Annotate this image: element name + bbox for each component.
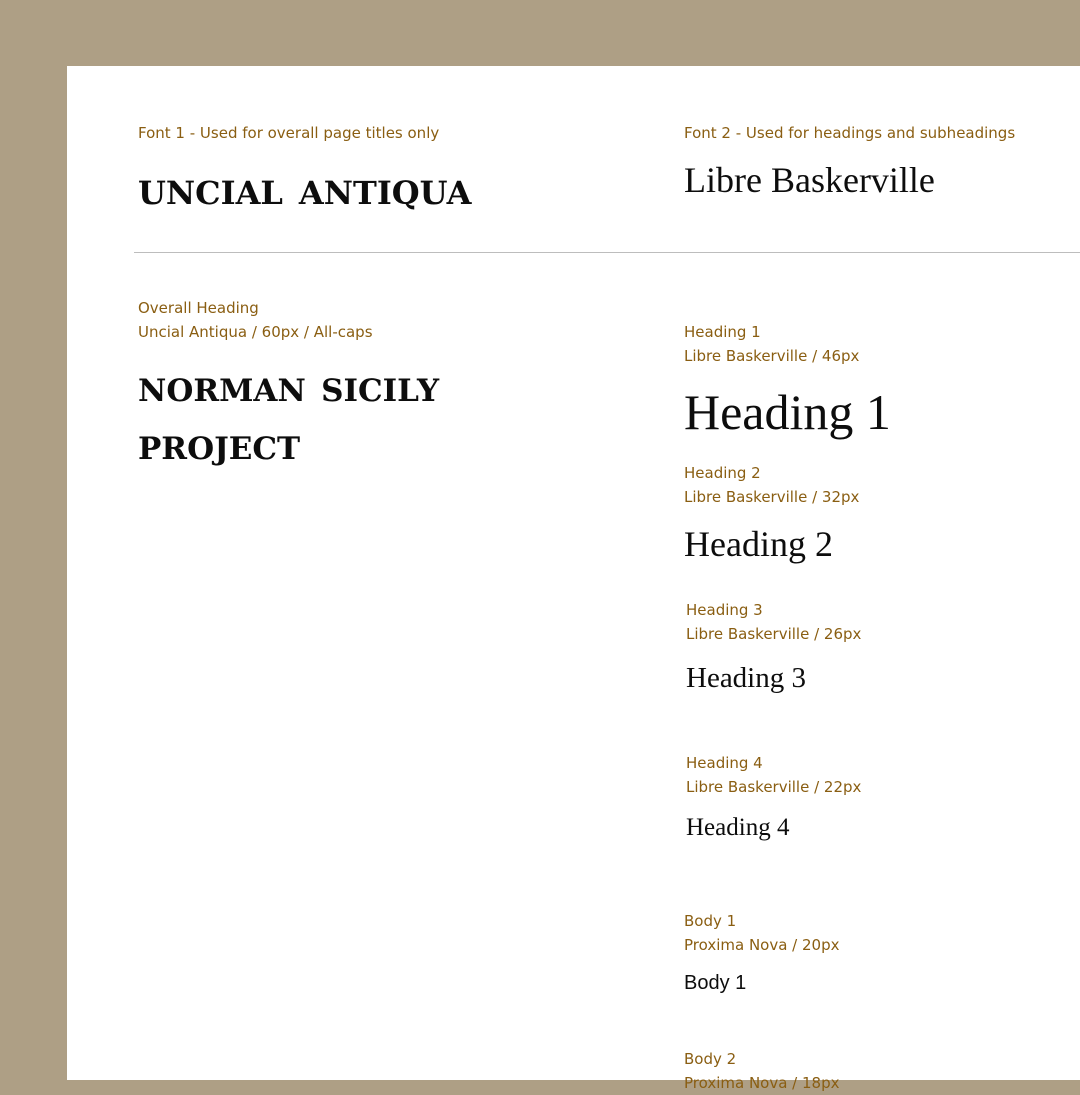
body2-spec: Proxima Nova / 18px [684,1074,840,1092]
heading2-sample: Heading 2 [684,524,833,564]
style-guide-sheet [67,66,1080,1092]
heading2-title: Heading 2 [684,464,761,482]
heading1-sample: Heading 1 [684,384,891,440]
heading1-spec: Libre Baskerville / 46px [684,347,860,365]
font2-label: Font 2 - Used for headings and subheadings [684,124,1016,142]
body2-title: Body 2 [684,1050,737,1068]
heading4-spec: Libre Baskerville / 22px [686,778,862,796]
heading3-spec: Libre Baskerville / 26px [686,625,862,643]
font1-sample: uncial antiqua [138,161,472,215]
body1-title: Body 1 [684,912,737,930]
overall-heading-sample-line2: project [138,419,301,470]
heading1-title: Heading 1 [684,323,761,341]
heading3-title: Heading 3 [686,601,763,619]
overall-heading-title: Overall Heading [138,299,259,317]
heading4-title: Heading 4 [686,754,763,772]
section-divider [134,252,1080,253]
heading2-spec: Libre Baskerville / 32px [684,488,860,506]
font2-sample: Libre Baskerville [684,160,935,200]
font1-label: Font 1 - Used for overall page titles only [138,124,440,142]
overall-heading-sample-line1: norman sicily [138,361,440,412]
heading3-sample: Heading 3 [686,662,806,694]
overall-heading-spec: Uncial Antiqua / 60px / All-caps [138,323,373,341]
heading4-sample: Heading 4 [686,814,790,841]
body1-spec: Proxima Nova / 20px [684,936,840,954]
body1-sample: Body 1 [684,972,747,994]
